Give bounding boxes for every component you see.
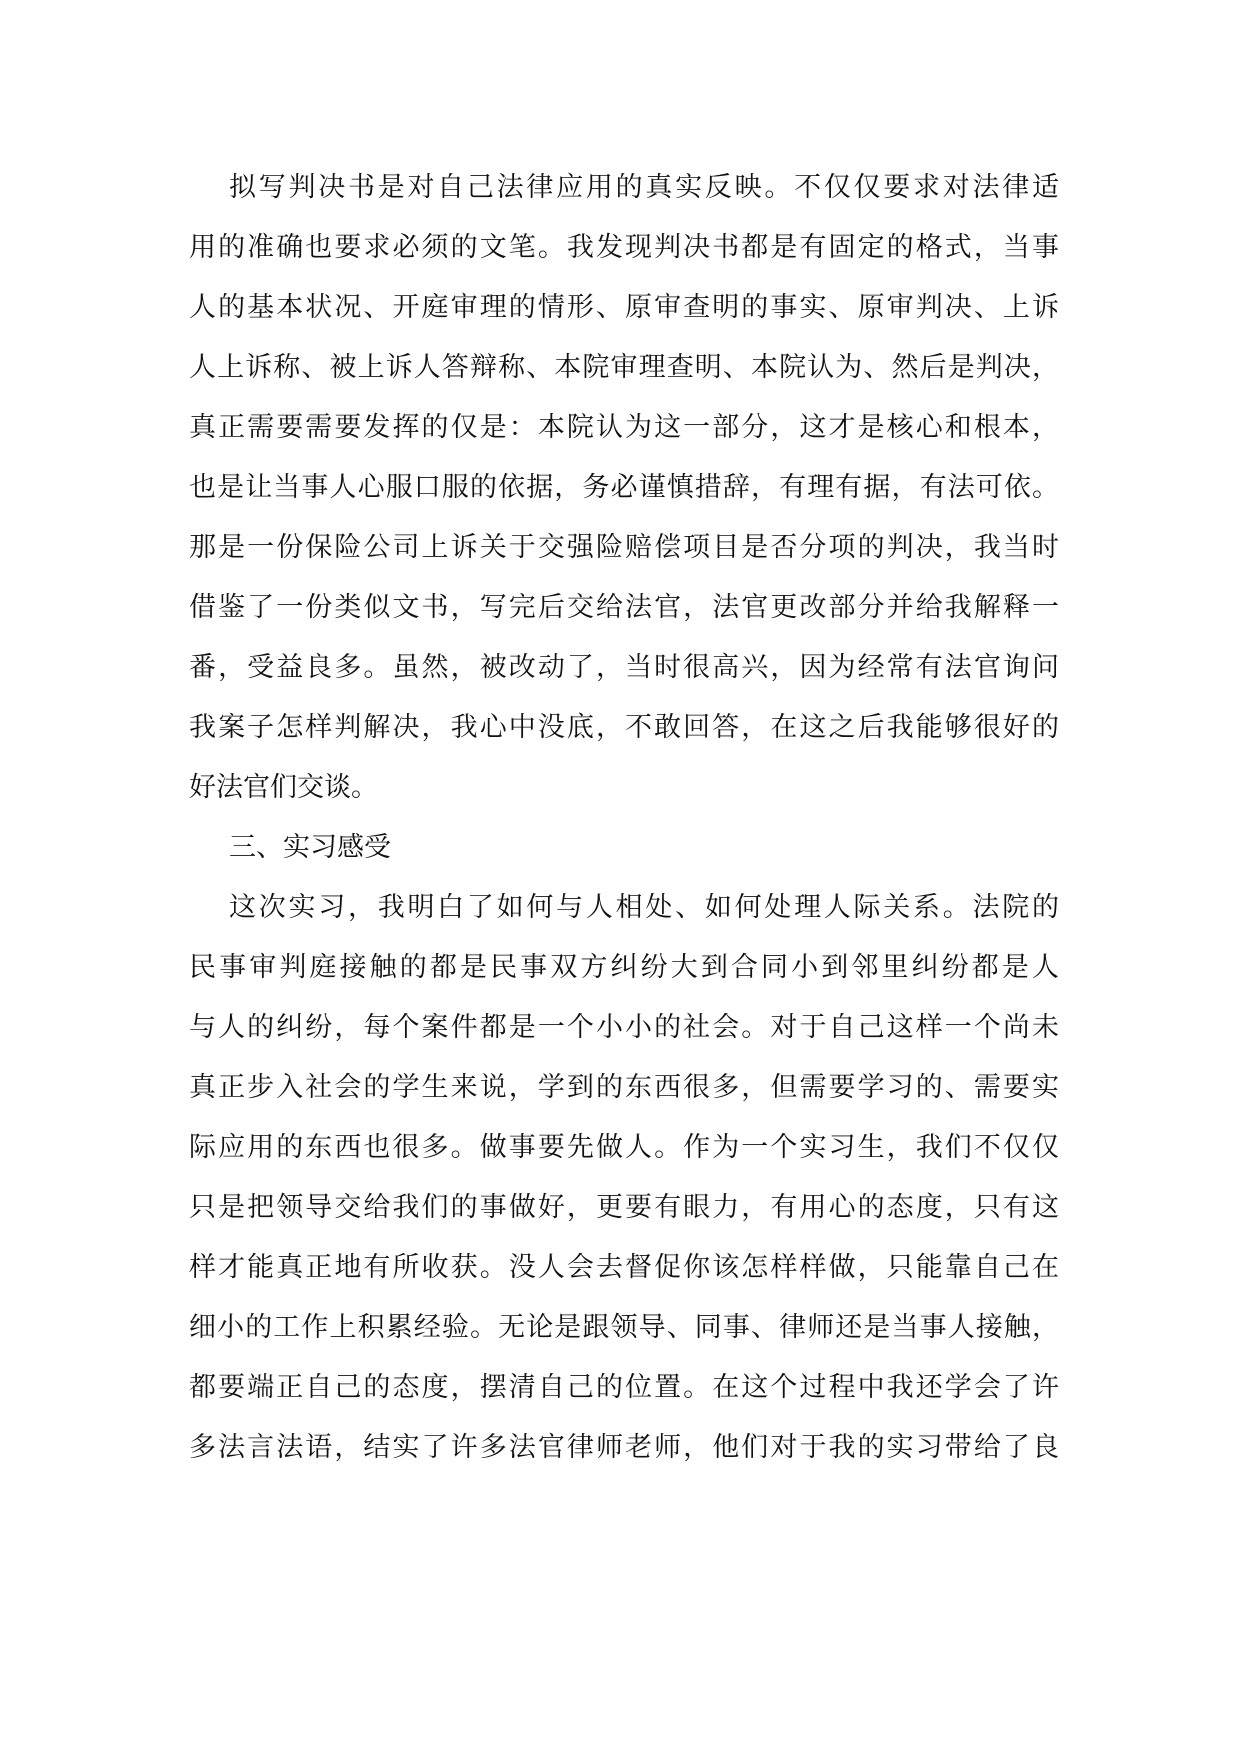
paragraph-line: 人上诉称、被上诉人答辩称、本院审理查明、本院认为、然后是判决，: [189, 352, 1059, 383]
paragraph-line: 好法官们交谈。: [189, 772, 378, 803]
paragraph-line: 民事审判庭接触的都是民事双方纠纷大到合同小到邻里纠纷都是人: [189, 952, 1059, 983]
paragraph-line: 拟写判决书是对自己法律应用的真实反映。不仅仅要求对法律适: [229, 172, 1059, 203]
paragraph-line: 用的准确也要求必须的文笔。我发现判决书都是有固定的格式，当事: [189, 232, 1059, 263]
paragraph-line: 样才能真正地有所收获。没人会去督促你该怎样样做，只能靠自己在: [189, 1252, 1059, 1283]
paragraph-line: 借鉴了一份类似文书，写完后交给法官，法官更改部分并给我解释一: [189, 592, 1059, 623]
paragraph-line: 际应用的东西也很多。做事要先做人。作为一个实习生，我们不仅仅: [189, 1132, 1059, 1163]
paragraph-line: 这次实习，我明白了如何与人相处、如何处理人际关系。法院的: [229, 892, 1059, 923]
paragraph-line: 番，受益良多。虽然，被改动了，当时很高兴，因为经常有法官询问: [189, 652, 1059, 683]
paragraph-line: 也是让当事人心服口服的依据，务必谨慎措辞，有理有据，有法可依。: [189, 472, 1059, 503]
paragraph-line: 我案子怎样判解决，我心中没底，不敢回答，在这之后我能够很好的: [189, 712, 1059, 743]
paragraph-line: 多法言法语，结实了许多法官律师老师，他们对于我的实习带给了良: [189, 1432, 1059, 1463]
section-heading: 三、实习感受: [229, 832, 391, 863]
paragraph-line: 真正步入社会的学生来说，学到的东西很多，但需要学习的、需要实: [189, 1072, 1059, 1103]
paragraph-line: 细小的工作上积累经验。无论是跟领导、同事、律师还是当事人接触，: [189, 1312, 1059, 1343]
paragraph-line: 人的基本状况、开庭审理的情形、原审查明的事实、原审判决、上诉: [189, 292, 1059, 323]
document-body: [189, 158, 1059, 1478]
paragraph-line: 真正需要需要发挥的仅是：本院认为这一部分，这才是核心和根本，: [189, 412, 1059, 443]
paragraph-line: 与人的纠纷，每个案件都是一个小小的社会。对于自己这样一个尚未: [189, 1012, 1059, 1043]
paragraph-judgment-drafting: [189, 158, 1059, 818]
paragraph-line: 那是一份保险公司上诉关于交强险赔偿项目是否分项的判决，我当时: [189, 532, 1059, 563]
paragraph-line: 只是把领导交给我们的事做好，更要有眼力，有用心的态度，只有这: [189, 1192, 1059, 1223]
paragraph-internship-reflection: [189, 878, 1059, 1478]
paragraph-line: 都要端正自己的态度，摆清自己的位置。在这个过程中我还学会了许: [189, 1372, 1059, 1403]
